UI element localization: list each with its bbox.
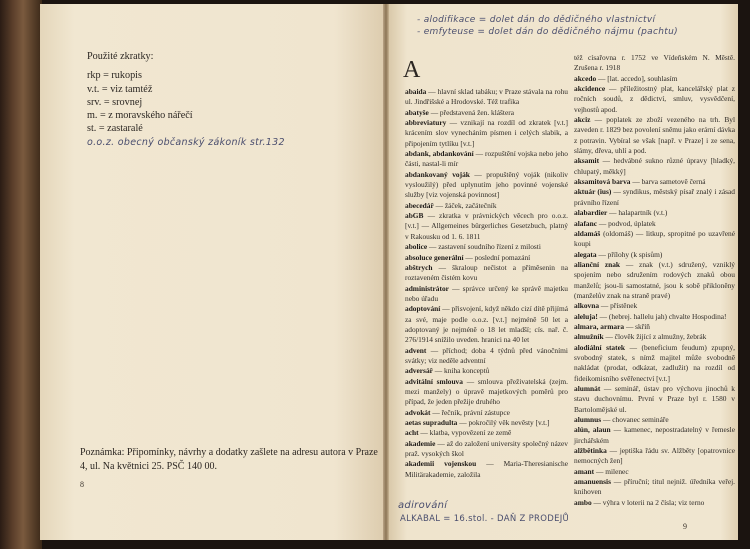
dictionary-entry	[405, 149, 568, 170]
dictionary-entry	[574, 260, 735, 301]
entry-definition: — příležitostný plat, kancelářský plat z ročních soudů, z dědictví, smluv, vysvědčení, vejhostů apod.	[574, 84, 735, 114]
entry-term: abGB	[405, 211, 424, 221]
section-letter: A	[403, 57, 421, 83]
entry-definition: — zkratka v právnických věcech pro o.o.z. [v.t.] — Allgemeines bürgerliches Gesetzbuch, platný v Rakousku od 1. 6. 1811	[405, 211, 568, 241]
dictionary-entry	[574, 84, 735, 115]
dictionary-entry	[574, 477, 735, 498]
entry-continuation: též císařovna r. 1752 ve Vídeňském N. Městě. Zrušena r. 1918	[574, 53, 735, 73]
dictionary-entry	[574, 312, 735, 322]
entry-term: abštrych	[405, 262, 433, 272]
entry-definition: — jeptiška řádu sv. Alžběty [opatrovnice nemocných žen]	[574, 446, 735, 466]
entry-definition: — vznikají na rozdíl od zkratek [v.t.] krácením slov vynecháním písmen i celých slabik, a připojením tytlíku [v.t.]	[405, 118, 568, 148]
entry-term: akademii vojenskou	[405, 459, 477, 469]
handwritten-word: adirování	[398, 500, 448, 511]
entry-term: aetas supradulta	[405, 418, 458, 427]
entry-term: advitální smlouva	[405, 376, 463, 386]
entry-term: almara, armara	[574, 321, 625, 331]
entry-definition: — halapartník (v.t.)	[609, 208, 668, 218]
entry-definition: — poslední pomazání	[465, 252, 531, 262]
entry-term: abolice	[405, 242, 428, 252]
entry-definition: — představená žen. kláštera	[430, 107, 514, 117]
dictionary-entry	[574, 229, 735, 250]
entry-definition: — barva sametově černá	[632, 177, 706, 187]
dictionary-entry	[405, 377, 568, 408]
entry-definition: — znak (v.t.) sdružený, vzniklý spojením nebo sdružením rodových znaků obou manželů; jsou-li samostatné, jsou k sobě přikloněny (manželův znak na straně pravé)	[574, 259, 735, 300]
entry-term: amanuensis	[574, 477, 611, 487]
handwritten-top-notes	[417, 14, 678, 38]
handwritten-line: - emfyteuse = dolet dán do dědičného nájmu (pachtu)	[417, 27, 678, 37]
handwritten-word: ALKABAL = 16.stol. - DAŇ Z PRODEJŮ	[400, 514, 570, 524]
dictionary-entry	[574, 343, 735, 384]
entry-definition: — přístěnek	[600, 301, 638, 311]
entry-definition: — kniha konceptů	[434, 366, 490, 376]
entry-term: alún, alaun	[574, 425, 611, 435]
dictionary-entry	[574, 498, 735, 508]
abbreviation: v.t. = viz tamtéž	[87, 83, 153, 95]
dictionary-entry	[405, 439, 568, 460]
abbreviations-list	[87, 50, 285, 149]
dictionary-column-1	[405, 87, 568, 480]
dictionary-entry	[405, 242, 568, 252]
entry-definition: — přílohy (k spisům)	[598, 249, 663, 259]
dictionary-entry	[574, 187, 735, 208]
dictionary-entry	[574, 250, 735, 260]
entry-term: advokát	[405, 407, 431, 417]
dictionary-entry	[574, 446, 735, 467]
entry-definition: — řečník, právní zástupce	[432, 407, 510, 417]
entry-definition: — (hebrej. hallelu jah) chvalte Hospodina!	[599, 311, 727, 321]
entry-definition: — milenec	[595, 466, 629, 476]
dictionary-entry	[405, 201, 568, 211]
entry-term: alkovna	[574, 301, 600, 311]
entry-term: akademie	[405, 438, 436, 448]
entry-definition: — propuštěný voják (nikoliv vysloužilý) před uplynutím jeho povinné vojenské služby [viz vojenská povinnost]	[405, 169, 568, 200]
entry-term: aksamit	[574, 156, 600, 166]
dictionary-entry	[405, 263, 568, 284]
book-binding	[0, 0, 42, 549]
entry-definition: — kamenec, nepostradatelný v řemesle jirchářském	[574, 425, 735, 445]
entry-definition: (oldomáš) — litkup, spropitné po uzavřené koupi	[574, 228, 735, 249]
dictionary-entry	[405, 108, 568, 118]
entry-definition: — (beneficium feudum) zpupný, svobodný statek, s nímž majitel může svobodně nakládat (prodat, odkázat, zadlužit) na rozdíl od fideikomisního svěřenectví [v.t.]	[574, 342, 735, 383]
dictionary-entry	[574, 156, 735, 177]
dictionary-entry	[405, 408, 568, 418]
dictionary-entry	[574, 322, 735, 332]
entry-definition: — poplatek ze zboží vezeného na trh. Byl zaveden r. 1829 bez povolení sněmu jako erární dávka z potravin. Vybíral se však [např. v Praze] i ze sena, slámy, dřeva, uhlí a pod.	[574, 115, 735, 156]
entry-term: alžbětinka	[574, 446, 607, 456]
entry-definition: — člověk žijící z almužny, žebrák	[605, 332, 707, 342]
entry-term: adoptování	[405, 304, 441, 314]
dictionary-entry	[405, 366, 568, 376]
dictionary-entry	[405, 118, 568, 149]
entry-term: alumnát	[574, 384, 601, 393]
dictionary-entry	[574, 425, 735, 446]
entry-term: aldamáš	[574, 228, 601, 238]
entry-definition: — skříň	[625, 321, 650, 331]
entry-term: akciz	[574, 115, 591, 125]
entry-term: abaida	[405, 87, 427, 96]
abbreviations-title: Použité zkratky:	[87, 51, 154, 62]
dictionary-entry	[405, 346, 568, 367]
page-number-right: 9	[683, 522, 687, 531]
entry-definition: — správce určený ke správě majetku nebo úřadu	[405, 283, 568, 303]
dictionary-entry	[574, 332, 735, 342]
dictionary-entry	[405, 428, 568, 438]
entry-term: ambo	[574, 497, 592, 507]
entry-definition: — rozpuštění vojska nebo jeho části, nastal-li mír	[405, 149, 568, 169]
entry-definition: — hedvábné sukno různé úpravy [hladký, chlupatý, měkký]	[574, 156, 735, 176]
entry-definition: — zastavení soudního řízení z milosti	[429, 242, 541, 252]
entry-definition: — [lat. accedo], souhlasím	[598, 73, 678, 83]
dictionary-entry	[574, 219, 735, 229]
abbreviation: srv. = srovnej	[87, 96, 143, 108]
dictionary-column-2	[574, 53, 735, 508]
entry-term: akcidence	[574, 84, 606, 94]
entry-term: aleluja!	[574, 311, 598, 321]
dictionary-entry	[405, 418, 568, 428]
dictionary-entry	[574, 301, 735, 311]
entry-definition: — výhra v loterii na 2 čísla; viz terno	[593, 497, 705, 507]
entry-definition: — hlavní sklad tabáku; v Praze stávala na rohu ul. Jindřišské a Hrodovské. Též trafika	[405, 87, 568, 107]
dictionary-entry	[574, 208, 735, 218]
dictionary-entry	[405, 284, 568, 305]
entry-term: abecedář	[405, 200, 434, 210]
dictionary-entry	[574, 115, 735, 156]
dictionary-entry	[405, 211, 568, 242]
entry-definition: — syndikus, městský písař znalý i zásad právního řízení	[574, 187, 735, 207]
entry-term: almužník	[574, 332, 604, 342]
handwritten-line: - alodifikace = dolet dán do dědičného vlastnictví	[417, 15, 656, 25]
entry-term: abbreviatury	[405, 118, 447, 128]
entry-term: alianční znak	[574, 259, 621, 269]
entry-term: aktuár (ius)	[574, 187, 612, 197]
dictionary-entry	[574, 467, 735, 477]
entry-term: alabardier	[574, 208, 608, 218]
entry-definition: — smlouva přeživatelská (zejm. mezi manžely) o úpravě majetkových poměrů pro případ, že jeden přežije druhého	[405, 376, 569, 407]
handwritten-note: o.o.z. obecný občanský zákoník str.132	[87, 136, 285, 148]
entry-term: advent	[405, 345, 427, 355]
entry-definition: — podvod, úplatek	[598, 218, 656, 228]
entry-term: amant	[574, 466, 595, 476]
entry-definition: — seminář, ústav pro výchovu jinochů k stavu duchovnímu. První v Praze byl r. 1580 v Bartolomějské ul.	[574, 384, 735, 414]
entry-definition: — žáček, začátečník	[435, 200, 497, 210]
dictionary-entry	[405, 304, 568, 345]
entry-definition: — klatba, vypovězení ze země	[420, 428, 512, 438]
entry-definition: — až do založení university společný název praž. vysokých škol	[405, 438, 569, 459]
page-number-left: 8	[80, 480, 84, 489]
entry-term: adversář	[405, 366, 433, 376]
entry-term: alegata	[574, 249, 597, 259]
dictionary-entry	[574, 74, 735, 84]
entry-term: alumnus	[574, 415, 602, 425]
entry-term: alodiální statek	[574, 342, 625, 352]
entry-term: administrátor	[405, 283, 449, 293]
entry-definition: — škraloup nečistot a příměsenin na roztaveném čistém kovu	[405, 262, 568, 283]
entry-definition: — příruční; titul nejniž. úředníka veřej. knihoven	[574, 477, 735, 497]
dictionary-entry	[405, 170, 568, 201]
entry-term: abatyše	[405, 107, 429, 117]
entry-term: absoluce generální	[405, 252, 464, 262]
entry-term: alafanc	[574, 218, 597, 228]
entry-term: aksamitová barva	[574, 177, 631, 187]
entry-term: abdank, abdankování	[405, 149, 474, 159]
entry-definition: — Maria-Theresianische Militärakademie, založila	[405, 459, 568, 479]
dictionary-entry	[405, 253, 568, 263]
dictionary-entry	[574, 177, 735, 187]
abbreviation: m. = z moravského nářečí	[87, 110, 193, 122]
dictionary-entry	[405, 459, 568, 480]
dictionary-entry	[405, 87, 568, 108]
entry-definition: — chovanec semináře	[602, 415, 669, 425]
abbreviation: rkp = rukopis	[87, 70, 142, 82]
entry-term: acht	[405, 428, 419, 438]
dictionary-entry	[574, 415, 735, 425]
entry-term: abdankovaný voják	[405, 169, 470, 179]
book-gutter	[383, 4, 389, 540]
abbreviation: st. = zastaralé	[87, 123, 143, 135]
entry-definition: — přisvojení, když někdo cizí dítě přijímá za své, maje podle o.o.z. [v.t.] nejméně 50 let a adoptovaný je nejméně o 18 let mladší; cís. nař. č. 276/1914 snížilo uveden. hranici na 40 let	[405, 304, 568, 345]
entry-term: akcedo	[574, 73, 597, 83]
entry-definition: — pokročilý věk nevěsty [v.t.]	[459, 418, 550, 427]
entry-definition: — příchod; doba 4 týdnů před vánočními svátky; viz neděle adventní	[405, 345, 568, 365]
author-note: Poznámka: Připomínky, návrhy a dodatky zašlete na adresu autora v Praze 4, ul. Na květnici 25. PSČ 140 00.	[80, 447, 378, 472]
dictionary-entry	[574, 384, 735, 415]
